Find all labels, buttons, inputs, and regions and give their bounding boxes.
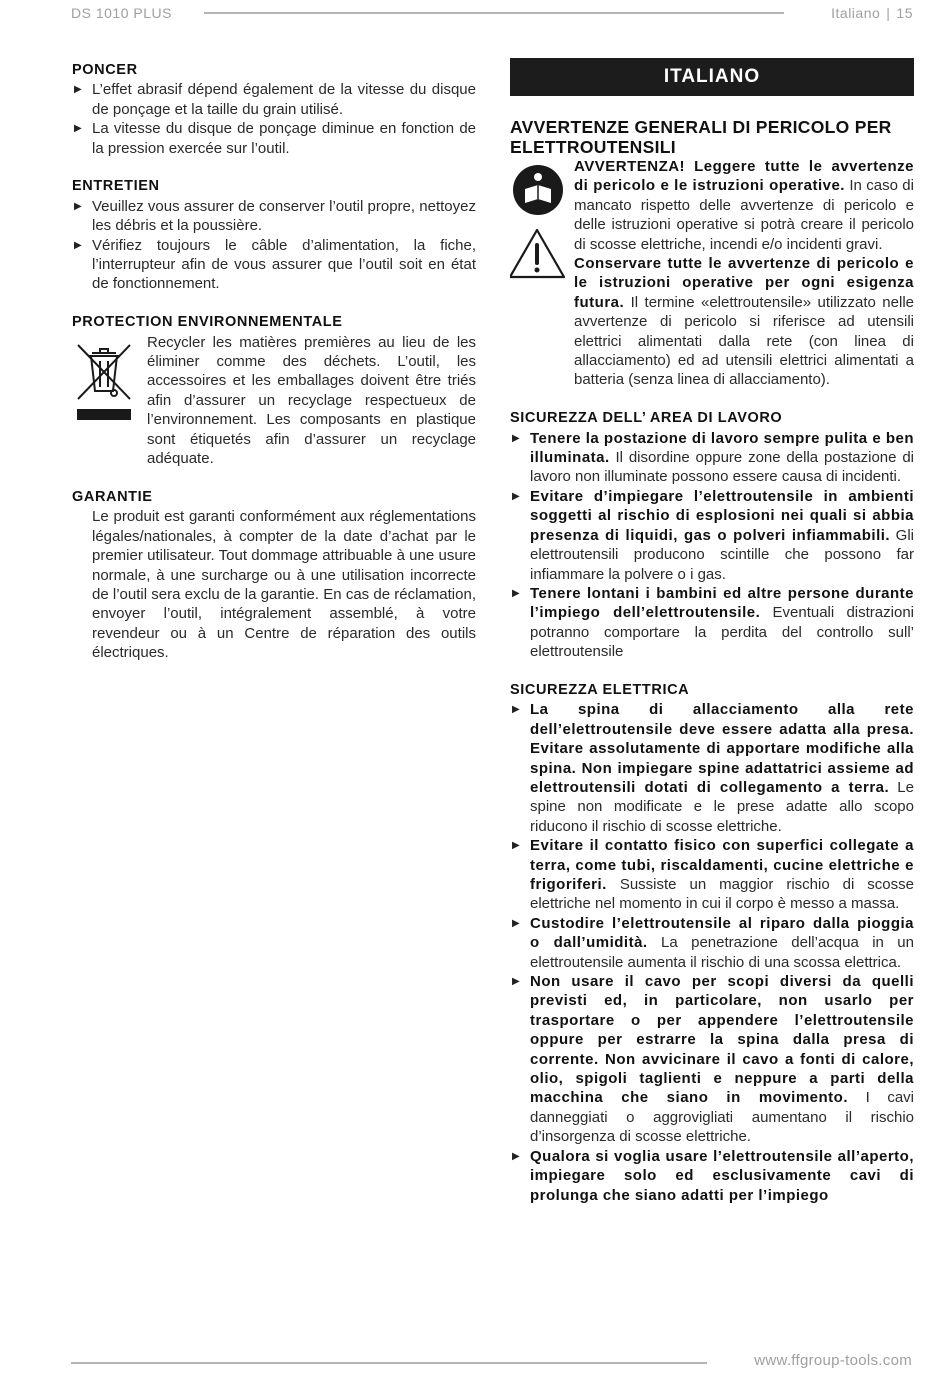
triangle-right-icon: ▶: [74, 123, 82, 135]
triangle-right-icon: ▶: [74, 239, 82, 251]
page-number: 15: [896, 5, 913, 21]
right-column: [510, 61, 914, 1205]
language-label: Italiano: [831, 5, 881, 21]
section-heading-garantie: GARANTIE: [72, 488, 153, 505]
header-rule: [204, 12, 784, 14]
triangle-right-icon: ▶: [512, 432, 520, 444]
list-item: ▶ Custodire l’elettroutensile al riparo dalla pioggia o dall’umidità. La penetrazione dell’acqua in un elettroutensile aumenta il rischio di una scossa elettrica.: [512, 914, 914, 971]
section-heading-entretien: ENTRETIEN: [72, 178, 160, 195]
section-heading-electric: SICUREZZA ELETTRICA: [510, 681, 690, 698]
language-title-bar: ITALIANO: [510, 58, 914, 96]
header-separator: |: [886, 5, 891, 21]
list-item: ▶ Tenere la postazione di lavoro sempre pulita e ben illuminata. Il disordine oppure zone della postazione di lavoro non illuminate possono essere causa di incidenti.: [512, 429, 914, 486]
list-item: ▶ Tenere lontani i bambini ed altre persone durante l’impiego dell’elettroutensile. Eventuali distrazioni potranno comportare la perdita del controllo sull’ elettroutensile: [512, 584, 914, 661]
entretien-list: [72, 197, 476, 294]
list-item: ▶ Qualora si voglia usare l’elettroutensile all’aperto, impiegare solo ed esclusivamente cavi di prolunga che siano adatti per l’impiego: [512, 1147, 914, 1204]
footer-website-link[interactable]: www.ffgroup-tools.com: [754, 1352, 912, 1369]
general-conserve-paragraph: Conservare tutte le avvertenze di pericolo e le istruzioni operative per ogni esigenza futura. Il termine «elettroutensile» utilizzato nelle avvertenze di pericolo si riferisce ad utensili elettrici alimentati dalla rete (con linea di allacciamento) ed ad utensili elettrici alimentati a batteria (senza linea di allacciamento).: [574, 255, 914, 389]
garantie-text: Le produit est garanti conformément aux réglementations légales/nationales, à compter de la date d’achat par le premier utilisateur. Tout dommage attribuable à une usure normale, à une surcharge ou à une utilisation incorrecte de l’outil sera exclu de la garantie. En cas de réclamation, envoyer l’outil, intégralement assemblé, à votre revendeur ou à un Centre de réparation des outils électriques.: [92, 508, 476, 662]
triangle-right-icon: ▶: [512, 840, 520, 852]
list-item: ▶ Evitare il contatto fisico con superfici collegate a terra, come tubi, riscaldamenti, cucine elettriche e frigoriferi. Sussiste un maggior rischio di scosse elettriche nel momento in cui il corpo è messo a massa.: [512, 837, 914, 913]
document-model: DS 1010 PLUS: [71, 5, 172, 21]
list-item: ▶ La vitesse du disque de ponçage diminue en fonction de la pression exercée sur l’outil.: [74, 120, 476, 157]
page-language-indicator: [831, 5, 913, 21]
crossed-bin-icon: [72, 333, 147, 469]
triangle-right-icon: ▶: [74, 84, 82, 96]
read-manual-icon: [510, 157, 570, 287]
left-column: [72, 61, 476, 663]
list-item: ▶ La spina di allacciamento alla rete dell’elettroutensile deve essere adatta alla presa. Evitare assolutamente di apportare modifiche alla spina. Non impiegare spine adattatrici assieme ad elettroutensili dotati di collegamento a terra. Le spine non modificate e le prese adatte allo scopo riducono il rischio di scosse elettriche.: [512, 701, 914, 835]
triangle-right-icon: ▶: [512, 976, 520, 988]
general-warnings-block: [510, 157, 914, 390]
footer-rule: [71, 1362, 707, 1364]
triangle-right-icon: ▶: [512, 587, 520, 599]
safety-icons: [510, 157, 574, 390]
section-heading-poncer: PONCER: [72, 62, 138, 78]
general-warning-paragraph: AVVERTENZA! Leggere tutte le avvertenze di pericolo e le istruzioni operative. In caso di mancato rispetto delle avvertenze di pericolo e delle istruzioni operative si potrà creare il pericolo di scosse elettriche, incendi e/o incidenti gravi.: [574, 158, 914, 253]
triangle-right-icon: ▶: [512, 1150, 520, 1162]
poncer-list: [72, 80, 476, 158]
triangle-right-icon: ▶: [512, 704, 520, 716]
triangle-right-icon: ▶: [512, 490, 520, 502]
environment-text: Recycler les matières premières au lieu de les éliminer comme des déchets. L’outil, les accessoires et les emballages doivent être triés afin d’assurer un recyclage respectueux de l’environnement. Les composants en plastique sont étiquetés afin d’assurer un recyclage adéquate.: [147, 333, 476, 468]
list-item: ▶ L’effet abrasif dépend également de la vitesse du disque de ponçage et la taille du grain utilisé.: [74, 81, 476, 118]
triangle-right-icon: ▶: [74, 200, 82, 212]
section-heading-work-area: SICUREZZA DELL’ AREA DI LAVORO: [510, 410, 783, 427]
general-warnings-heading: AVVERTENZE GENERALI DI PERICOLO PER ELETTROUTENSILI: [510, 117, 892, 157]
section-heading-environment: PROTECTION ENVIRONNEMENTALE: [72, 314, 343, 331]
list-item: ▶ Vérifiez toujours le câble d’alimentation, la fiche, l’interrupteur afin de vous assurer que l’outil soit en état de fonctionnement.: [74, 236, 476, 293]
list-item: ▶ Evitare d’impiegare l’elettroutensile in ambienti soggetti al rischio di esplosioni nei quali si abbia presenza di liquidi, gas o polveri infiammabili. Gli elettroutensili producono scintille che possono far infiammare la polvere o i gas.: [512, 487, 914, 583]
electric-safety-list: [510, 700, 914, 1205]
list-item: ▶ Non usare il cavo per scopi diversi da quelli previsti ed, in particolare, non usarlo per trasportare o per appendere l’elettroutensile oppure per estrarre la spina dalla presa di corrente. Non avvicinare il cavo a fonti di calore, olio, spigoli taglienti e neppure a parti della macchina che siano in movimento. I cavi danneggiati o aggrovigliati aumentano il rischio d’insorgenza di scosse elettriche.: [512, 973, 914, 1146]
environment-block: [72, 333, 476, 469]
work-area-list: [510, 429, 914, 662]
triangle-right-icon: ▶: [512, 917, 520, 929]
list-item: ▶ Veuillez vous assurer de conserver l’outil propre, nettoyez les débris et la poussière.: [74, 197, 476, 235]
